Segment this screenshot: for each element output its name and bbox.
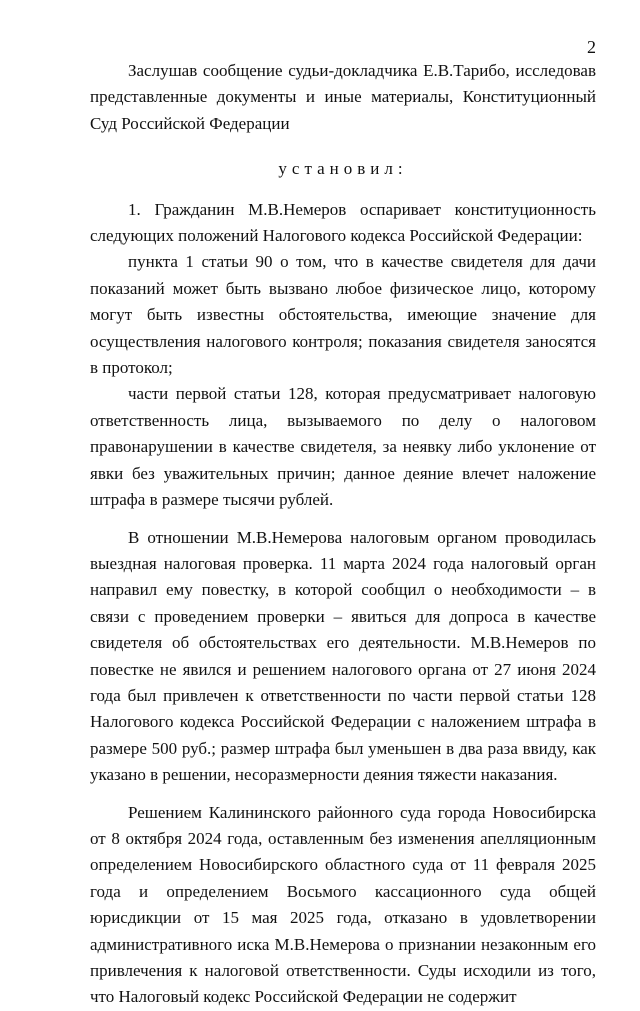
paragraph-article-90: пункта 1 статьи 90 о том, что в качестве свидетеля для дачи показаний может быть вызвано любое физическое лицо, которому могут быть известны обстоятельства, имеющие значение для осуществления налогового контроля; показания свидетеля заносятся в протокол; — [90, 252, 596, 378]
paragraph-tax-audit: В отношении М.В.Немерова налоговым органом проводилась выездная налоговая проверка. 11 марта 2024 года налоговый орган направил ему повестку, в которой сообщил о необходимости – в связи с проведением проверки – явиться для допроса в качестве свидетеля об обстоятельствах его деятельности. М.В.Немеров по повестке не явился и решением налогового органа от 27 июня 2024 года был привлечен к ответственности по части первой статьи 128 Налогового кодекса Российской Федерации с наложением штрафа в размере 500 руб.; размер штрафа был уменьшен в два раза ввиду, как указано в решении, несоразмерности деяния тяжести наказания. — [90, 527, 596, 785]
paragraph-article-128: части первой статьи 128, которая предусматривает налоговую ответственность лица, вызываемого по делу о налоговом правонарушении в качестве свидетеля, за неявку либо уклонение от явки без уважительных причин; данное деяние влечет наложение штрафа в размере тысячи рублей. — [90, 384, 596, 510]
document-body — [90, 58, 596, 1011]
paragraph-court-decisions: Решением Калининского районного суда города Новосибирска от 8 октября 2024 года, оставленным без изменения апелляционным определением Новосибирского областного суда от 11 февраля 2025 года и определением Восьмого кассационного суда общей юрисдикции от 15 мая 2025 года, отказано в удовлетворении административного иска М.В.Немерова о признании незаконным его привлечения к налоговой ответственности. Суды исходили из того, что Налоговый кодекс Российской Федерации не содержит — [90, 802, 596, 1007]
ruling-heading: установил: — [278, 159, 408, 179]
paragraph-intro: Заслушав сообщение судьи-докладчика Е.В.Тарибо, исследовав представленные документы и иные материалы, Конституционный Суд Российской Федерации — [90, 61, 596, 133]
paragraph-1: 1. Гражданин М.В.Немеров оспаривает конституционность следующих положений Налогового кодекса Российской Федерации: — [90, 199, 596, 246]
page-number: 2 — [587, 37, 596, 57]
